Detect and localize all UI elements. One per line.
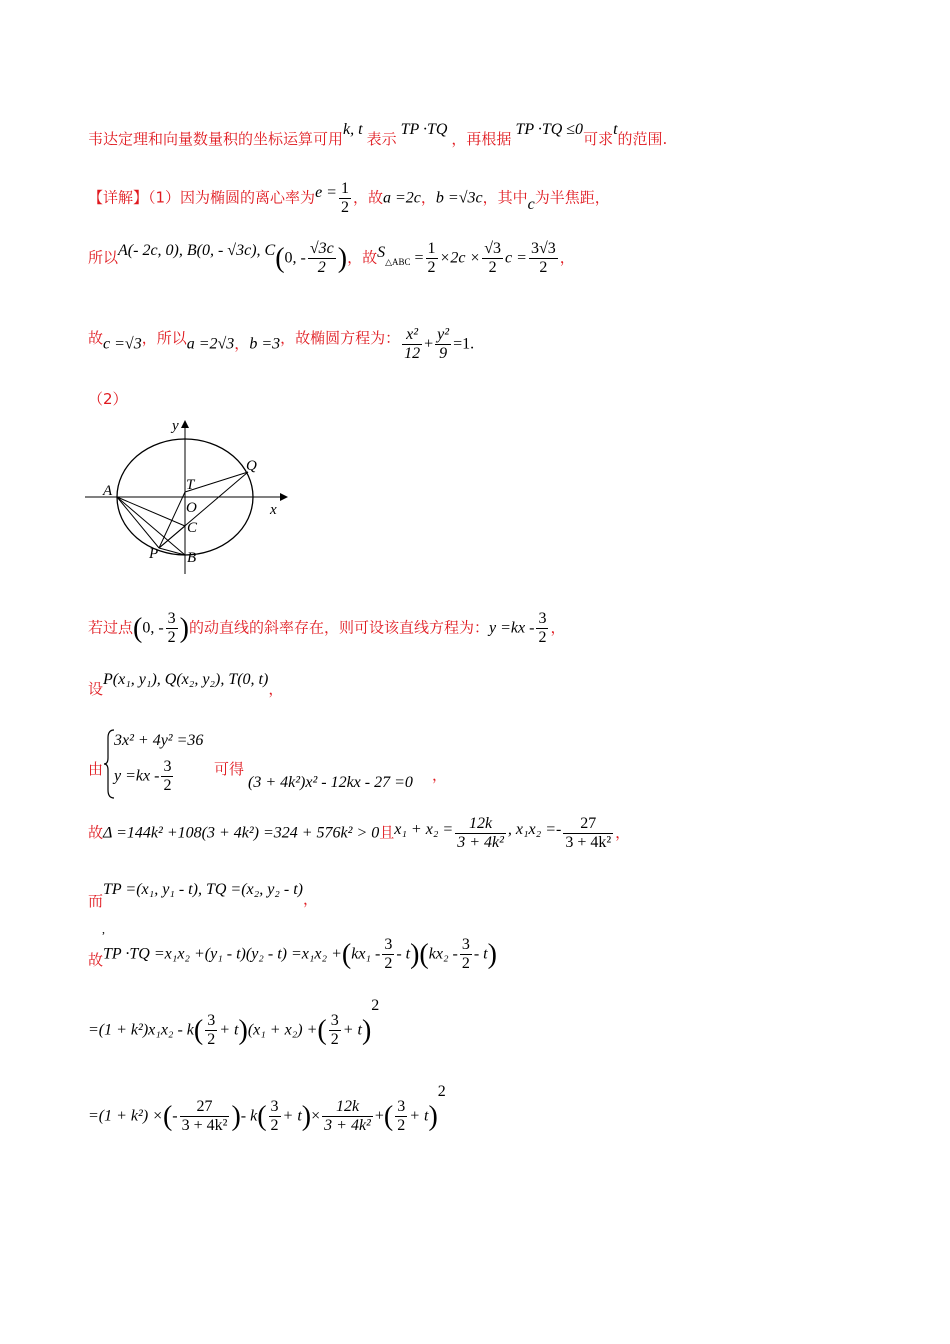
math-points: P(x₁, y₁), Q(x₂, y₂), T(0, t) bbox=[103, 671, 269, 688]
text: 的动直线的斜率存在，则可设该直线方程为： bbox=[189, 618, 490, 637]
exponent: 2 bbox=[437, 1083, 446, 1101]
math-c2: c = bbox=[505, 249, 527, 267]
fraction: $\frac{3}{2}$ bbox=[461, 936, 470, 973]
math-a: =(1 + k²)x₁x₂ - k bbox=[88, 1021, 194, 1039]
math-b: b =√3c bbox=[435, 189, 483, 207]
label-x: x bbox=[270, 502, 277, 518]
text: ， bbox=[432, 766, 448, 784]
y-arrow bbox=[181, 420, 189, 428]
text: ，故 bbox=[347, 248, 378, 267]
line-10: 故TP ·TQ =x₁x₂ +(y₁ - t)(y₂ - t) =x₁x₂ +(kx₁ - $\frac{3}{2}$ - t)(kx₂ - $\frac{3}{2}$ - t) bbox=[88, 936, 497, 973]
fraction: $\frac{12k}{\text{3 + 4k²}}$ bbox=[457, 815, 504, 852]
math-mid: ×2c × bbox=[439, 249, 481, 267]
text: ， bbox=[559, 248, 575, 267]
text: ，故 bbox=[352, 188, 383, 207]
math: + t bbox=[409, 1107, 429, 1125]
fraction: $\frac{3}{2}$ bbox=[167, 610, 176, 647]
text: 故 bbox=[88, 823, 104, 842]
line-2 bbox=[88, 180, 610, 218]
math-b: b =3 bbox=[249, 335, 281, 353]
line-9 bbox=[88, 878, 318, 910]
math: kx₂ - bbox=[428, 945, 458, 963]
line-12: =(1 + k²) ×(- $\frac{27}{\text{3 + 4k²}}$ )- k( $\frac{3}{2}$ + t)× $\frac{12k}{\text{3 + 4k²}}$ +( $\frac{3}{2}$ + t)$^2$ bbox=[88, 1083, 446, 1135]
part2-label: （2） bbox=[88, 390, 128, 408]
label-y: y bbox=[172, 418, 179, 434]
stray-mark: , bbox=[102, 922, 105, 936]
math-delta: Δ =144k² +108(3 + 4k²) =324 + 576k² > 0 bbox=[103, 824, 380, 842]
line-5: 若过点(0, - $\frac{3}{2}$ )的动直线的斜率存在，则可设该直线方程为：y =kx - $\frac{3}{2}$ ， bbox=[88, 610, 566, 647]
math-a: =(1 + k²) × bbox=[88, 1107, 163, 1125]
math-dot: TP ·TQ bbox=[400, 121, 448, 138]
text: 所以 bbox=[88, 248, 119, 267]
math-s-sub: △ABC bbox=[385, 256, 411, 267]
math: - bbox=[172, 1107, 178, 1125]
text: ， bbox=[302, 890, 318, 908]
line-1 bbox=[88, 121, 668, 149]
math-a: a =2c bbox=[382, 189, 421, 207]
fraction: $\frac{3}{2}$ bbox=[330, 1012, 339, 1049]
math: × bbox=[311, 1107, 321, 1125]
text: ，所以 bbox=[141, 328, 187, 347]
text: 若过点 bbox=[88, 618, 134, 637]
math: + t bbox=[282, 1107, 302, 1125]
text: ， bbox=[615, 823, 631, 842]
math-sum: (x₁ + x₂) + bbox=[247, 1021, 318, 1039]
line-8 bbox=[88, 815, 630, 853]
math: y =kx - bbox=[114, 767, 160, 785]
text: 故 bbox=[88, 950, 104, 969]
x-arrow bbox=[280, 493, 288, 501]
line-ac bbox=[117, 497, 185, 526]
text: ，再根据 bbox=[451, 130, 512, 148]
fraction: $\frac{3}{2}$ bbox=[397, 1098, 406, 1135]
text: （1）因为椭圆的离心率为 bbox=[148, 188, 316, 207]
text: 可得 bbox=[214, 760, 245, 778]
fraction: $\frac{\text{y²}}{9}$ bbox=[437, 326, 450, 363]
system-eq1: 3x² + 4y² =36 bbox=[114, 732, 204, 749]
math-kt: k, t bbox=[343, 121, 363, 138]
text: 表示 bbox=[366, 130, 397, 148]
line-4 bbox=[88, 326, 474, 364]
text: 可求 bbox=[583, 130, 614, 148]
math-eq: = bbox=[414, 249, 424, 267]
math-a: a =2√3 bbox=[186, 335, 235, 353]
text: ，故椭圆方程为： bbox=[280, 328, 401, 347]
fraction: $\frac{√3}{2}$ bbox=[484, 240, 502, 277]
fraction: $\frac{3√3}{2}$ bbox=[530, 240, 556, 277]
math: + t bbox=[219, 1021, 239, 1039]
text: 设 bbox=[88, 680, 104, 698]
math-result: (3 + 4k²)x² - 12kx - 27 =0 bbox=[248, 774, 413, 791]
text: 韦达定理和向量数量积的坐标运算可用 bbox=[88, 130, 344, 148]
line-tq bbox=[185, 472, 248, 492]
math: - t bbox=[473, 945, 488, 963]
text: ，其中 bbox=[482, 188, 528, 207]
math-c: c =√3 bbox=[103, 335, 142, 353]
math-a: TP ·TQ =x₁x₂ +(y₁ - t)(y₂ - t) =x₁x₂ + bbox=[103, 945, 342, 963]
label-c: C bbox=[187, 520, 198, 536]
fraction: $\frac{1}{2}$ bbox=[340, 180, 349, 217]
tail: =1. bbox=[453, 335, 475, 353]
text: ， bbox=[268, 680, 284, 698]
line-6 bbox=[88, 668, 284, 698]
fraction: $\frac{3}{2}$ bbox=[270, 1098, 279, 1135]
text: 为半焦距， bbox=[534, 188, 610, 207]
label-b: B bbox=[187, 550, 197, 566]
math: + t bbox=[342, 1021, 362, 1039]
label-o: O bbox=[186, 500, 197, 516]
math-c: c bbox=[527, 195, 535, 213]
text: 且 bbox=[379, 823, 395, 842]
label-q: Q bbox=[246, 458, 257, 474]
line-cp bbox=[159, 526, 185, 548]
exponent: 2 bbox=[371, 997, 380, 1015]
fraction: $\frac{\text{x²}}{12}$ bbox=[404, 326, 421, 363]
fraction: $\frac{√3c}{2}$ bbox=[309, 240, 334, 277]
fraction: $\frac{3}{2}$ bbox=[538, 610, 547, 647]
fraction: $\frac{3}{2}$ bbox=[207, 1012, 216, 1049]
math-points: A(- 2c, 0), B(0, - √3c), C bbox=[118, 241, 276, 259]
fraction: $\frac{27}{\text{3 + 4k²}}$ bbox=[181, 1098, 228, 1135]
math-sum: x₁ + x₂ = bbox=[394, 820, 454, 838]
math-ineq: TP ·TQ ≤0 bbox=[515, 121, 584, 138]
math: - k bbox=[240, 1107, 258, 1125]
text: ， bbox=[550, 618, 566, 637]
math-c-coord: 0, - bbox=[284, 249, 306, 267]
text: 故 bbox=[88, 328, 104, 347]
math: - t bbox=[396, 945, 411, 963]
label-a: A bbox=[103, 483, 113, 499]
math-e: e = bbox=[315, 183, 337, 201]
text: 而 bbox=[88, 892, 104, 910]
math: + bbox=[374, 1107, 384, 1125]
label-p: P bbox=[149, 546, 159, 562]
math-pt: 0, - bbox=[142, 619, 164, 637]
text: 的范围. bbox=[617, 130, 668, 148]
fraction: $\frac{12k}{\text{3 + 4k²}}$ bbox=[324, 1098, 371, 1135]
fraction: $\frac{27}{\text{3 + 4k²}}$ bbox=[565, 815, 612, 852]
math-vectors: TP =(x₁, y₁ - t), TQ =(x₂, y₂ - t) bbox=[103, 881, 303, 898]
plus: + bbox=[424, 335, 434, 353]
system-eq2 bbox=[114, 758, 175, 796]
math-eq: y =kx - bbox=[489, 619, 535, 637]
text: ， bbox=[234, 334, 250, 353]
label-t: T bbox=[186, 477, 195, 493]
line-7-label: 由 bbox=[88, 760, 104, 778]
fraction: $\frac{3}{2}$ bbox=[163, 758, 172, 795]
fraction: $\frac{1}{2}$ bbox=[427, 240, 436, 277]
text: ， bbox=[420, 188, 436, 207]
fraction: $\frac{3}{2}$ bbox=[384, 936, 393, 973]
math-s: S bbox=[377, 243, 386, 261]
ellipse-figure bbox=[80, 412, 300, 582]
math-t: t bbox=[613, 121, 618, 138]
math: kx₁ - bbox=[351, 945, 381, 963]
detail-tag: 【详解】 bbox=[88, 188, 149, 207]
line-3: 所以A(- 2c, 0), B(0, - √3c), C(0, - $\frac{√3c}{2}$ )，故$S_{\triangle ABC}$ = $\frac{1}{2}$ ×2c × $\frac{√3}{2}$ c = $\frac{3√3}{2}$ ， bbox=[88, 240, 575, 277]
line-11: =(1 + k²)x₁x₂ - k( $\frac{3}{2}$ + t)(x₁ + x₂) +( $\frac{3}{2}$ + t)$^2$ bbox=[88, 997, 380, 1049]
math-prod: , x₁x₂ =- bbox=[507, 820, 562, 838]
